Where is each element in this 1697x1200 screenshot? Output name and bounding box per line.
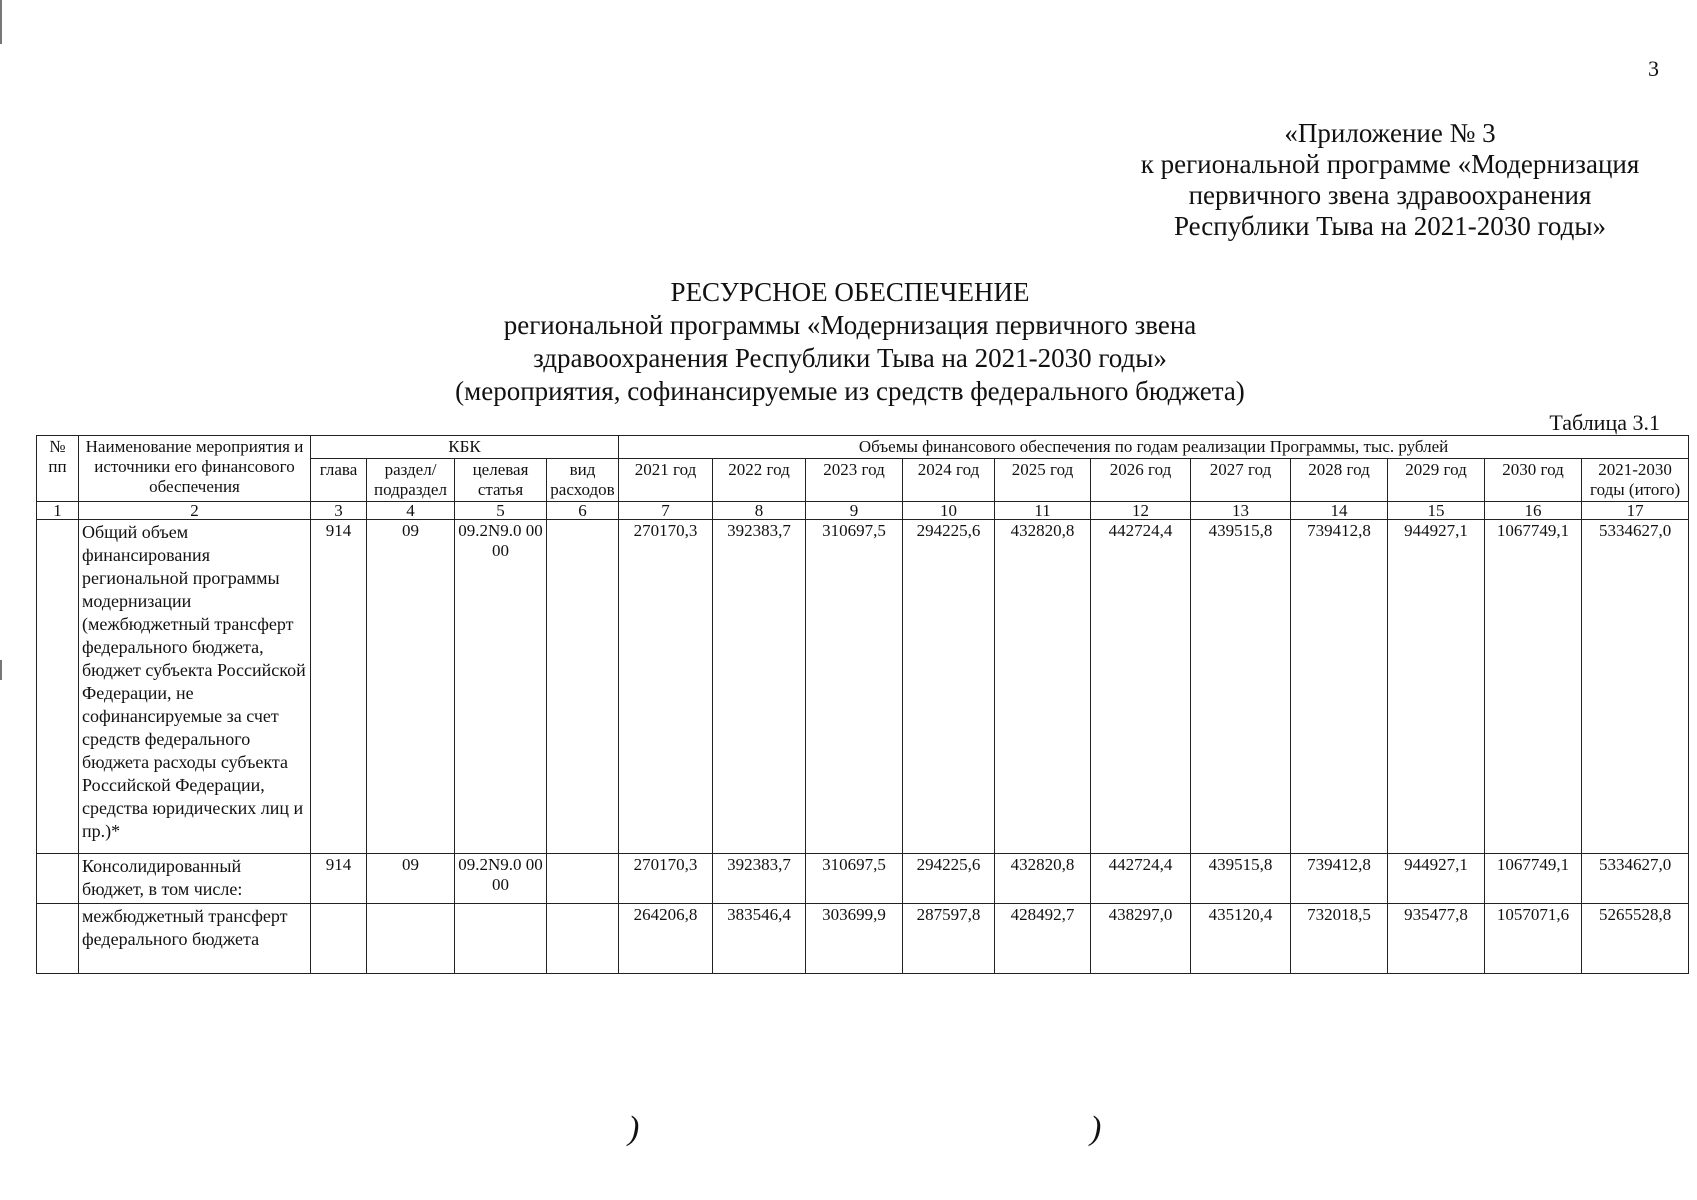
value-cell: 294225,6 [903, 854, 995, 904]
header-year: 2027 год [1191, 459, 1291, 502]
value-cell: 438297,0 [1091, 904, 1191, 974]
title-line: РЕСУРСНОЕ ОБЕСПЕЧЕНИЕ [670, 277, 1030, 307]
row-number [37, 520, 79, 854]
column-number: 1 [37, 502, 79, 520]
column-number: 5 [455, 502, 547, 520]
value-cell: 944927,1 [1388, 854, 1485, 904]
column-number: 2 [79, 502, 311, 520]
value-cell: 739412,8 [1291, 520, 1388, 854]
value-cell: 435120,4 [1191, 904, 1291, 974]
scan-edge-mark [0, 0, 2, 44]
title-line: здравоохранения Республики Тыва на 2021-2030 годы» [533, 343, 1167, 373]
budget-table [36, 435, 1689, 974]
row-number [37, 854, 79, 904]
value-cell: 5334627,0 [1582, 520, 1689, 854]
column-number: 3 [311, 502, 367, 520]
value-cell: 1067749,1 [1485, 520, 1582, 854]
column-number: 14 [1291, 502, 1388, 520]
value-cell: 439515,8 [1191, 854, 1291, 904]
column-number: 9 [806, 502, 903, 520]
value-cell: 1057071,6 [1485, 904, 1582, 974]
header-year: 2025 год [995, 459, 1091, 502]
appendix-line: первичного звена здравоохранения [1188, 180, 1592, 210]
value-cell: 739412,8 [1291, 854, 1388, 904]
value-cell: 294225,6 [903, 520, 995, 854]
value-cell: 310697,5 [806, 520, 903, 854]
value-cell: 732018,5 [1291, 904, 1388, 974]
value-cell: 442724,4 [1091, 854, 1191, 904]
value-cell: 270170,3 [619, 854, 713, 904]
kbk-razdel [367, 904, 455, 974]
value-cell: 944927,1 [1388, 520, 1485, 854]
column-number: 4 [367, 502, 455, 520]
column-number: 17 [1582, 502, 1689, 520]
column-number: 15 [1388, 502, 1485, 520]
header-volumes: Объемы финансового обеспечения по годам реализации Программы, тыс. рублей [619, 436, 1689, 459]
kbk-glava: 914 [311, 520, 367, 854]
value-cell: 5334627,0 [1582, 854, 1689, 904]
value-cell: 264206,8 [619, 904, 713, 974]
column-number-row [37, 502, 1689, 520]
value-cell: 442724,4 [1091, 520, 1191, 854]
column-number: 6 [547, 502, 619, 520]
value-cell: 270170,3 [619, 520, 713, 854]
kbk-celevaya [455, 904, 547, 974]
title-line: региональной программы «Модернизация первичного звена [503, 310, 1197, 340]
value-cell: 432820,8 [995, 854, 1091, 904]
document-title [300, 276, 1400, 408]
header-year: 2024 год [903, 459, 995, 502]
header-year: 2030 год [1485, 459, 1582, 502]
row-number [37, 904, 79, 974]
appendix-line: «Приложение № 3 [1284, 118, 1496, 148]
row-name: Консолидированный бюджет, в том числе: [79, 854, 311, 904]
column-number: 12 [1091, 502, 1191, 520]
appendix-line: к региональной программе «Модернизация [1140, 149, 1640, 179]
header-year: 2026 год [1091, 459, 1191, 502]
kbk-glava [311, 904, 367, 974]
value-cell: 935477,8 [1388, 904, 1485, 974]
value-cell: 432820,8 [995, 520, 1091, 854]
table-row [37, 854, 1689, 904]
header-year: 2021 год [619, 459, 713, 502]
value-cell: 439515,8 [1191, 520, 1291, 854]
value-cell: 392383,7 [713, 520, 806, 854]
header-vid: вид расходов [547, 459, 619, 502]
title-line: (мероприятия, софинансируемые из средств федерального бюджета) [455, 376, 1245, 406]
kbk-vid [547, 904, 619, 974]
header-year: 2023 год [806, 459, 903, 502]
value-cell: 1067749,1 [1485, 854, 1582, 904]
column-number: 7 [619, 502, 713, 520]
header-year: 2028 год [1291, 459, 1388, 502]
row-name: Общий объем финансирования региональной программы модернизации (межбюджетный трансферт федерального бюджета, бюджет субъекта Российской Федерации, не софинансируемые за счет средств федерального бюджета расходы субъекта Российской Федерации, средства юридических лиц и пр.)* [79, 520, 311, 854]
value-cell: 287597,8 [903, 904, 995, 974]
kbk-razdel: 09 [367, 854, 455, 904]
margin-mark: ) [628, 1110, 640, 1147]
appendix-heading [1100, 118, 1680, 242]
value-cell: 383546,4 [713, 904, 806, 974]
column-number: 10 [903, 502, 995, 520]
row-name: межбюджетный трансферт федерального бюджета [79, 904, 311, 974]
kbk-glava: 914 [311, 854, 367, 904]
header-year: 2022 год [713, 459, 806, 502]
header-celevaya: целевая статья [455, 459, 547, 502]
column-number: 8 [713, 502, 806, 520]
table-label: Таблица 3.1 [1549, 410, 1660, 435]
kbk-razdel: 09 [367, 520, 455, 854]
header-razdel: раздел/ подраздел [367, 459, 455, 502]
header-number: № пп [37, 436, 79, 502]
table-row [37, 520, 1689, 854]
value-cell: 5265528,8 [1582, 904, 1689, 974]
appendix-line: Республики Тыва на 2021-2030 годы» [1173, 211, 1607, 241]
header-year: 2029 год [1388, 459, 1485, 502]
header-name: Наименование мероприятия и источники его финансового обеспечения [79, 436, 311, 502]
scan-edge-mark [0, 660, 2, 680]
column-number: 11 [995, 502, 1091, 520]
value-cell: 428492,7 [995, 904, 1091, 974]
value-cell: 303699,9 [806, 904, 903, 974]
header-year-total: 2021-2030 годы (итого) [1582, 459, 1689, 502]
kbk-celevaya: 09.2N9.0 0000 [455, 520, 547, 854]
kbk-vid [547, 854, 619, 904]
page-number: 3 [1648, 56, 1659, 81]
column-number: 13 [1191, 502, 1291, 520]
value-cell: 310697,5 [806, 854, 903, 904]
header-kbk: КБК [311, 436, 619, 459]
column-number: 16 [1485, 502, 1582, 520]
kbk-celevaya: 09.2N9.0 0000 [455, 854, 547, 904]
kbk-vid [547, 520, 619, 854]
header-glava: глава [311, 459, 367, 502]
margin-mark: ) [1090, 1110, 1102, 1147]
value-cell: 392383,7 [713, 854, 806, 904]
table-row [37, 904, 1689, 974]
